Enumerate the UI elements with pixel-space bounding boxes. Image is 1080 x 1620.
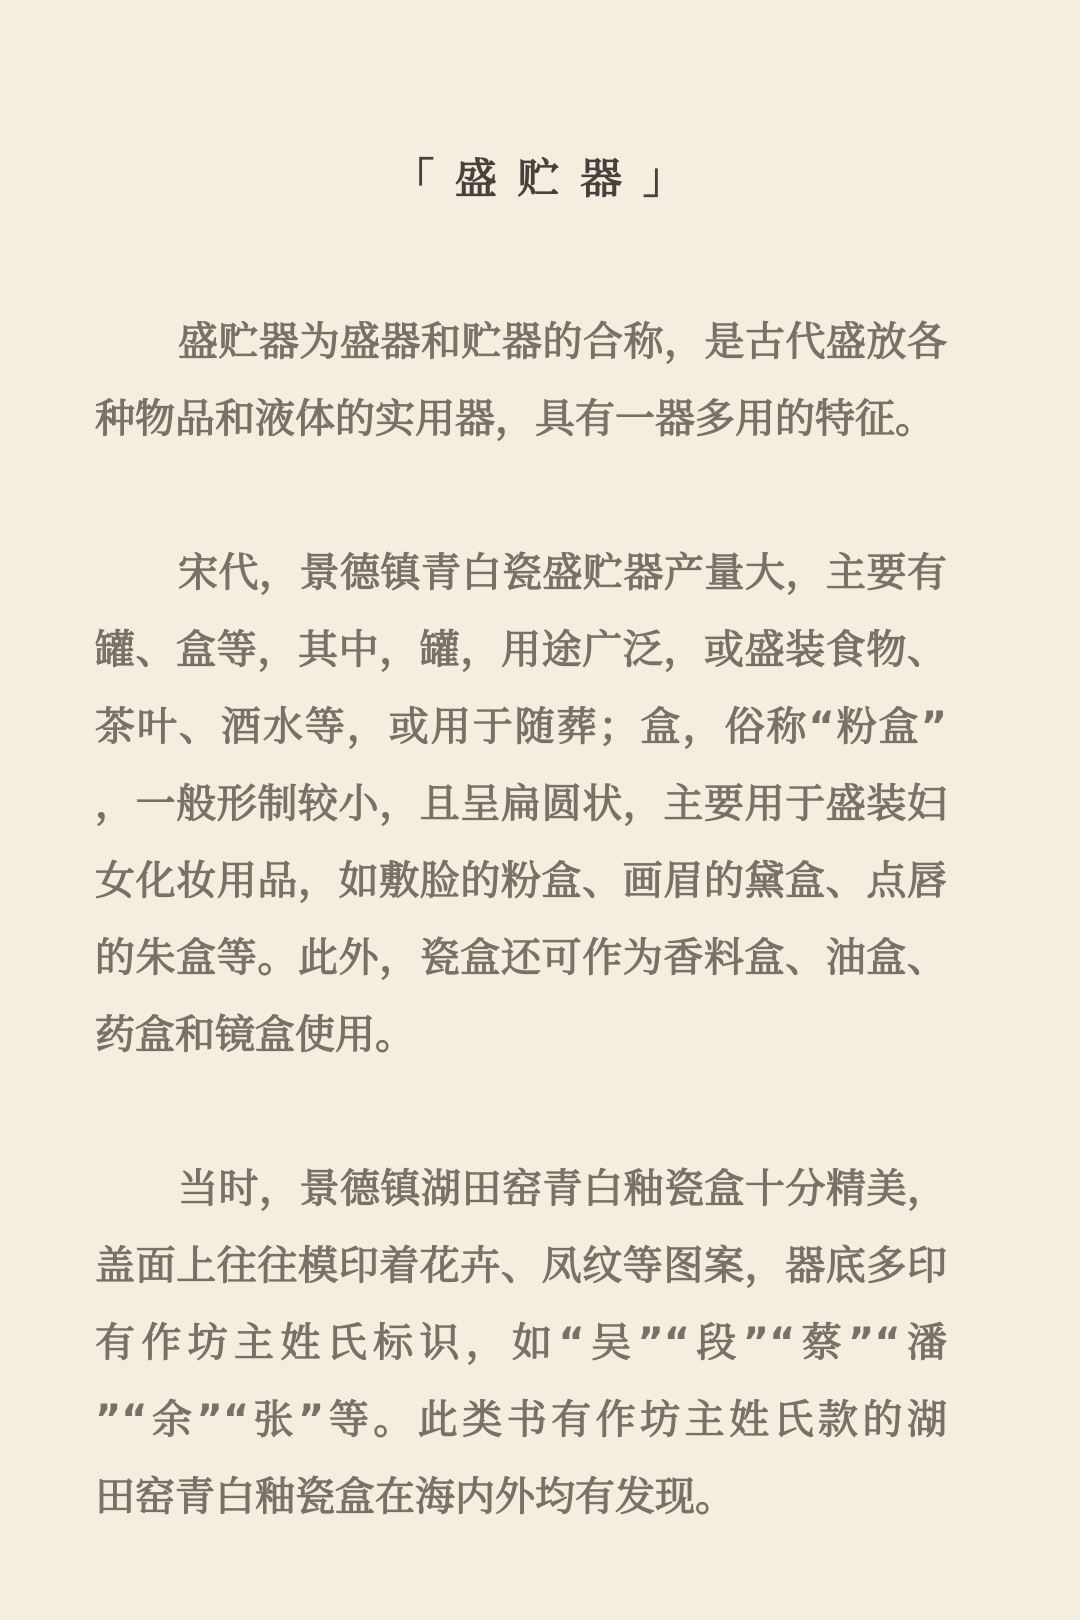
article-body	[95, 304, 947, 1536]
text-line: 罐、盒等，其中，罐，用途广泛，或盛装食物、	[95, 627, 947, 673]
text-line: 盖面上往往模印着花卉、凤纹等图案，器底多印	[95, 1243, 947, 1289]
text-line: 茶叶、酒水等，或用于随葬；盒，俗称“粉盒”	[95, 704, 947, 750]
text-line: ，一般形制较小，且呈扁圆状，主要用于盛装妇	[95, 781, 947, 827]
paragraph-intro	[95, 304, 947, 458]
page-title: 「 盛 贮 器 」	[392, 154, 688, 203]
paragraph-song-dynasty	[95, 535, 947, 1074]
text-line: 的朱盒等。此外，瓷盒还可作为香料盒、油盒、	[95, 935, 947, 981]
text-line: 盛贮器为盛器和贮器的合称，是古代盛放各	[178, 319, 947, 365]
text-line: 药盒和镜盒使用。	[95, 1012, 415, 1058]
text-line: 种物品和液体的实用器，具有一器多用的特征。	[95, 396, 935, 442]
text-line: ”“余”“张”等。此类书有作坊主姓氏款的湖	[95, 1397, 947, 1443]
text-line: 宋代，景德镇青白瓷盛贮器产量大，主要有	[178, 550, 947, 596]
text-line: 当时，景德镇湖田窑青白釉瓷盒十分精美，	[178, 1166, 947, 1212]
text-line: 田窑青白釉瓷盒在海内外均有发现。	[95, 1474, 735, 1520]
text-line: 女化妆用品，如敷脸的粉盒、画眉的黛盒、点唇	[95, 858, 947, 904]
paragraph-hutian-kiln	[95, 1151, 947, 1536]
text-line: 有作坊主姓氏标识，如“吴”“段”“蔡”“潘	[95, 1320, 947, 1366]
